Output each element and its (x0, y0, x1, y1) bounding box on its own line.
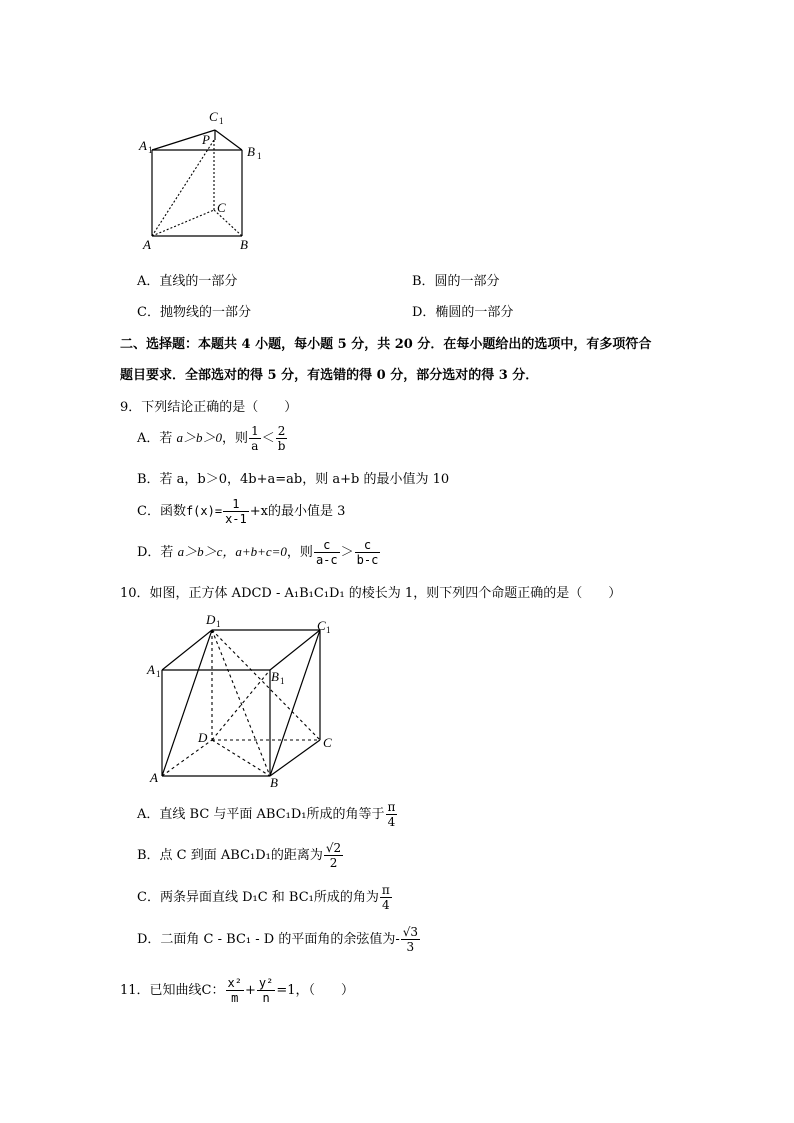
q10c-den: 4 (382, 898, 390, 912)
q9a-frac2-den: b (277, 439, 286, 453)
label-b1-sub: 1 (257, 151, 262, 161)
q10b-frac (324, 841, 343, 870)
q9d-frac1-num: c (314, 538, 340, 553)
q10d-neg: - (395, 932, 400, 947)
cube-label-c: C (323, 735, 332, 750)
q10a-den: 4 (387, 815, 396, 829)
cube-label-d1: D (206, 612, 216, 627)
cube-label-d: D (198, 730, 208, 745)
q10c-num: π (381, 883, 390, 897)
q10a-num: π (387, 800, 396, 814)
q10d-text: D．二面角 C - BC₁ - D 的平面角的余弦值为 (137, 932, 396, 947)
q9a-frac1-num: 1 (251, 424, 259, 438)
q10a-text: A．直线 BC 与平面 ABC₁D₁所成的角等于 (137, 807, 385, 822)
q9a-frac2-num: 2 (276, 424, 288, 439)
cube-label-d1-sub: 1 (216, 619, 221, 629)
label-c1: C (209, 109, 218, 124)
label-c1-sub: 1 (219, 116, 224, 126)
section2-line1: 二、选择题：本题共 4 小题，每小题 5 分，共 20 分．在每小题给出的选项中，有多项符合 (120, 337, 652, 352)
q9d-frac1-den: a-c (315, 553, 338, 567)
q9a-op: ＜ (261, 431, 275, 446)
q9d-frac2-num: c (355, 538, 381, 553)
q11-tail: =1，（ ） (276, 983, 354, 998)
q10b-text: B．点 C 到面 ABC₁D₁的距离为 (137, 848, 323, 863)
q9-option-b: B．若 a，b＞0，4b+a=ab，则 a+b 的最小值为 10 (137, 472, 450, 487)
q11-frac1-num: x² (227, 976, 242, 990)
section2-line2: 题目要求．全部选对的得 5 分，有选错的得 0 分，部分选对的得 3 分． (120, 368, 539, 383)
q9a-prefix: A．若 (137, 431, 177, 446)
label-p: P (202, 132, 210, 147)
label-b: B (240, 237, 248, 252)
q10b-den: 2 (329, 856, 338, 870)
q10d-num: √3 (402, 925, 419, 939)
q10c-text: C．两条异面直线 D₁C 和 BC₁所成的角为 (137, 890, 379, 905)
prism-figure (130, 100, 280, 260)
q10d-den: 3 (406, 940, 415, 954)
q9d-frac1 (314, 538, 340, 567)
label-b1: B (247, 144, 255, 159)
q8-option-a: A．直线的一部分 (137, 274, 238, 289)
q9-option-c (137, 497, 345, 526)
cube-label-b: B (270, 775, 278, 790)
q9c-frac (223, 497, 249, 526)
q11-plus: + (244, 983, 256, 998)
q9a-cond: a＞b＞0 (176, 430, 223, 445)
q9a-frac1 (249, 424, 261, 453)
cube-label-b1: B (271, 669, 279, 684)
q9a-frac1-den: a (251, 439, 259, 453)
q9c-fx: f(x)= (185, 504, 223, 518)
q8-option-b: B．圆的一部分 (412, 274, 500, 289)
q9c-prefix: C．函数 (137, 504, 186, 519)
cube-label-a1-sub: 1 (156, 669, 161, 679)
q11-frac2 (257, 976, 275, 1005)
q9-stem: 9．下列结论正确的是（ ） (120, 400, 298, 415)
q11-prefix: 11．已知曲线C： (120, 983, 225, 998)
cube-label-a: A (150, 770, 158, 785)
q9c-frac-num: 1 (223, 497, 249, 512)
q9d-frac2 (355, 538, 381, 567)
q9a-mid: ，则 (222, 431, 249, 446)
q11-frac2-den: n (262, 991, 270, 1005)
q11-frac1 (226, 976, 244, 1005)
q9d-op: ＞ (340, 545, 354, 560)
label-c: C (217, 200, 226, 215)
q10d-frac (401, 925, 420, 954)
q10b-num: √2 (325, 841, 342, 855)
q11-frac2-num: y² (258, 976, 274, 990)
q10-option-d (137, 925, 421, 954)
q10c-frac (380, 883, 392, 912)
q10a-frac (386, 800, 398, 829)
cube-label-c1: C (317, 618, 326, 633)
label-a1-sub: 1 (148, 145, 153, 155)
q10-option-a (137, 800, 398, 829)
q9-option-a (137, 424, 288, 453)
q9d-cond: a＞b＞c，a+b+c=0 (177, 544, 287, 559)
q9d-prefix: D．若 (137, 545, 178, 560)
q8-option-d: D．椭圆的一部分 (412, 305, 514, 320)
q11-stem (120, 976, 354, 1005)
q9d-mid: ，则 (286, 545, 313, 560)
q10-option-c (137, 883, 393, 912)
q8-option-c: C．抛物线的一部分 (137, 305, 251, 320)
q9d-frac2-den: b-c (356, 553, 379, 567)
q10-stem: 10．如图，正方体 ADCD - A₁B₁C₁D₁ 的棱长为 1，则下列四个命题正确的是（ ） (120, 586, 622, 601)
q10-option-b (137, 841, 344, 870)
q9a-frac2 (276, 424, 288, 453)
cube-figure (140, 610, 350, 790)
label-a: A (143, 237, 151, 252)
q11-frac1-den: m (231, 991, 239, 1005)
cube-label-c1-sub: 1 (326, 625, 331, 635)
label-a1: A (139, 138, 147, 153)
q9c-frac-den: x-1 (225, 512, 247, 526)
q9-option-d (137, 538, 381, 567)
q9c-tail: +x的最小值是 3 (249, 504, 346, 519)
cube-label-a1: A (147, 662, 155, 677)
cube-label-b1-sub: 1 (280, 676, 285, 686)
